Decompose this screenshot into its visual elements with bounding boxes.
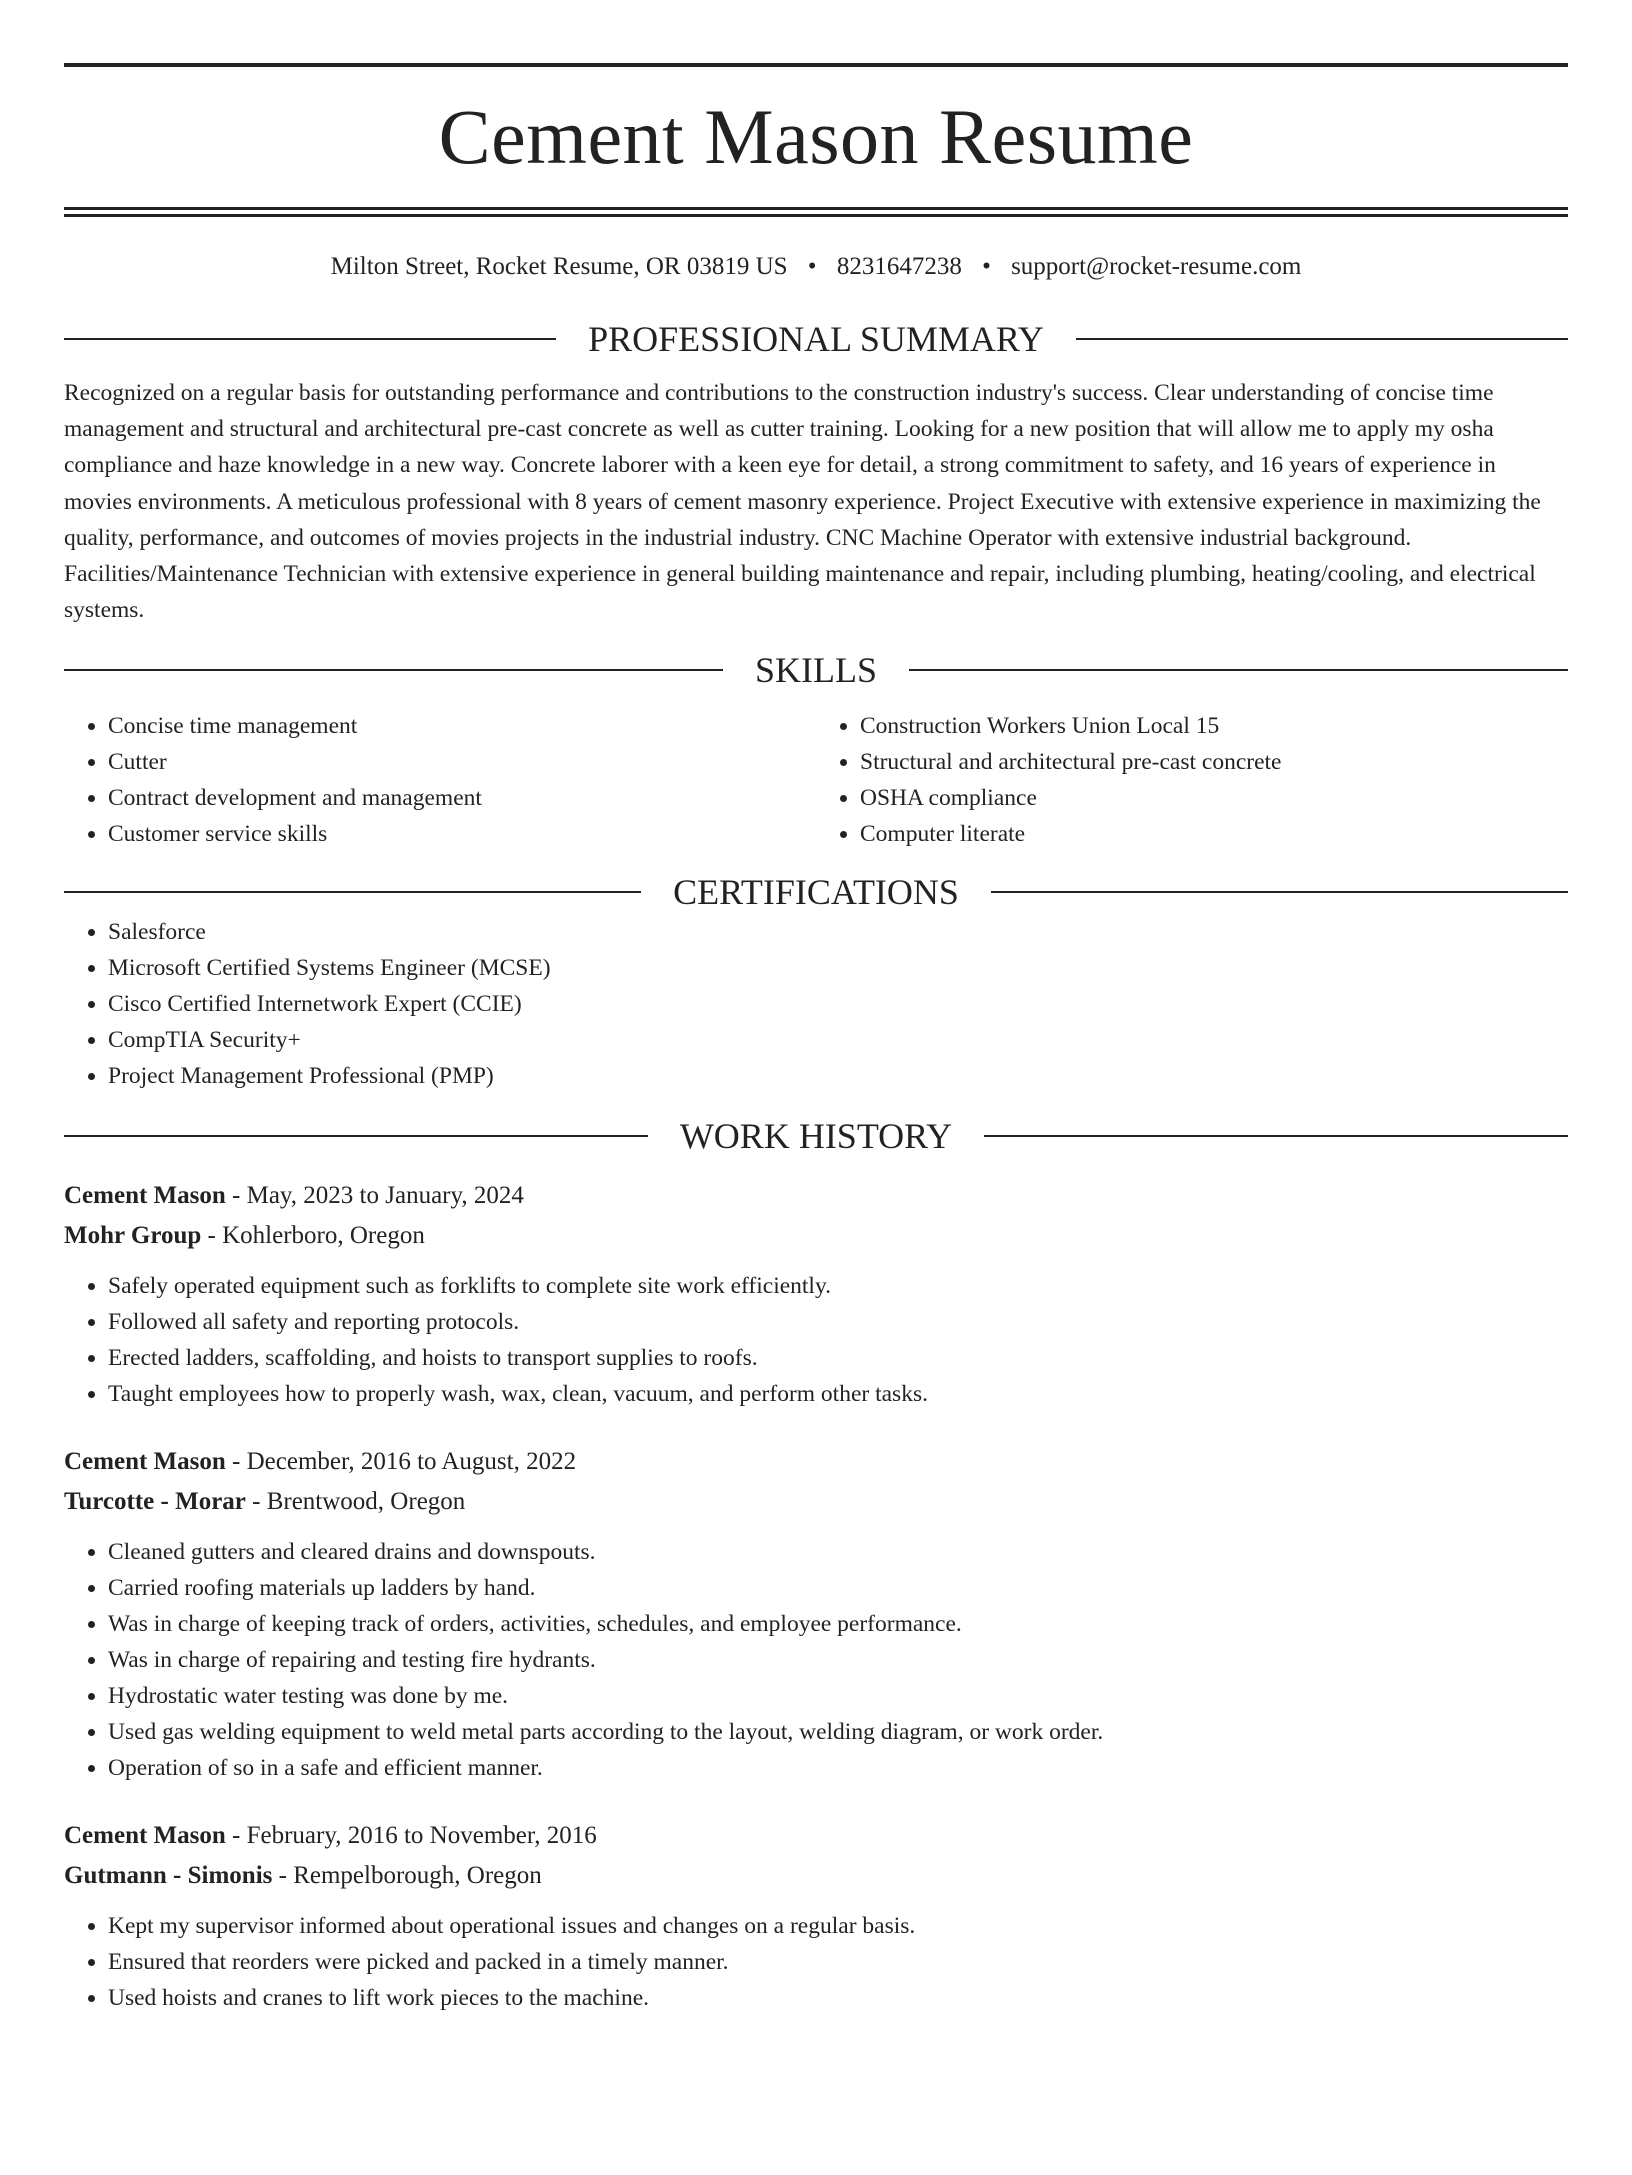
job-company-line — [64, 1856, 1568, 1896]
job-duty: • Taught employees how to properly wash, wax, clean, vacuum, and perform other tasks. — [108, 1376, 1568, 1412]
certification-item: • Project Management Professional (PMP) — [108, 1058, 1568, 1094]
job-title: Cement Mason — [64, 1822, 226, 1850]
job-title-line — [64, 1442, 1568, 1482]
job-title: Cement Mason — [64, 1182, 226, 1210]
skill-item: • Customer service skills — [108, 816, 816, 852]
job-duties-list — [64, 1268, 1568, 1412]
certifications-list — [64, 914, 1568, 1094]
job-location: - Rempelborough, Oregon — [272, 1862, 542, 1890]
heading-rule-left — [64, 1135, 648, 1137]
heading-rule-right — [909, 669, 1568, 671]
skills-list-right — [816, 708, 1568, 852]
job-title-line — [64, 1816, 1568, 1856]
section-heading-label: SKILLS — [755, 650, 878, 691]
heading-rule-left — [64, 891, 641, 893]
job-duties-list — [64, 1908, 1568, 2016]
skill-item: • OSHA compliance — [860, 780, 1568, 816]
job-title-line — [64, 1176, 1568, 1216]
job-entry — [64, 1176, 1568, 1412]
job-duties-list — [64, 1534, 1568, 1786]
job-duty: • Was in charge of keeping track of orders, activities, schedules, and employee performance. — [108, 1606, 1568, 1642]
title-double-rule — [64, 207, 1568, 217]
job-location: - Kohlerboro, Oregon — [201, 1222, 425, 1250]
contact-line — [64, 251, 1568, 283]
job-duty: • Was in charge of repairing and testing fire hydrants. — [108, 1642, 1568, 1678]
job-duty: • Safely operated equipment such as forklifts to complete site work efficiently. — [108, 1268, 1568, 1304]
job-duty: • Erected ladders, scaffolding, and hoists to transport supplies to roofs. — [108, 1340, 1568, 1376]
skill-item: • Construction Workers Union Local 15 — [860, 708, 1568, 744]
summary-paragraph: Recognized on a regular basis for outstanding performance and contributions to the construction industry's success. Clear understanding of concise time management and structural and architectural pre-cast concrete as well as cutter training. Looking for a new position that will allow me to apply my osha compliance and haze knowledge in a new way. Concrete laborer with a keen eye for detail, a strong commitment to safety, and 16 years of experience in movies environments. A meticulous professional with 8 years of cement masonry experience. Project Executive with extensive experience in maximizing the quality, performance, and outcomes of movies projects in the industrial industry. CNC Machine Operator with extensive industrial background. Facilities/Maintenance Technician with extensive experience in general building maintenance and repair, including plumbing, heating/cooling, and electrical systems. — [64, 380, 1541, 624]
certification-item: • CompTIA Security+ — [108, 1022, 1568, 1058]
contact-phone[interactable]: 8231647238 — [836, 253, 962, 280]
job-duty: • Used hoists and cranes to lift work pieces to the machine. — [108, 1980, 1568, 2016]
job-duty: • Ensured that reorders were picked and packed in a timely manner. — [108, 1944, 1568, 1980]
section-heading-skills — [64, 648, 1568, 692]
resume-title: Cement Mason Resume — [438, 93, 1194, 180]
skill-item: • Contract development and management — [108, 780, 816, 816]
certification-item: • Salesforce — [108, 914, 1568, 950]
heading-rule-right — [991, 891, 1568, 893]
job-title: Cement Mason — [64, 1448, 226, 1476]
contact-email[interactable]: support@rocket-resume.com — [1011, 253, 1302, 280]
top-rule — [64, 63, 1568, 67]
job-dates: - December, 2016 to August, 2022 — [225, 1448, 577, 1476]
skill-item: • Concise time management — [108, 708, 816, 744]
heading-rule-left — [64, 669, 723, 671]
job-dates: - May, 2023 to January, 2024 — [225, 1182, 524, 1210]
heading-rule-right — [1076, 338, 1568, 340]
job-company: Turcotte - Morar — [64, 1488, 246, 1516]
skills-list-left — [64, 708, 816, 852]
job-company: Gutmann - Simonis — [64, 1862, 273, 1890]
section-heading-summary — [64, 317, 1568, 361]
contact-separator: • — [982, 253, 991, 280]
heading-rule-left — [64, 338, 556, 340]
job-entry — [64, 1816, 1568, 2016]
contact-address: Milton Street, Rocket Resume, OR 03819 US — [330, 253, 788, 280]
section-heading-certifications — [64, 870, 1568, 914]
contact-separator: • — [807, 253, 817, 280]
job-duty: • Cleaned gutters and cleared drains and downspouts. — [108, 1534, 1568, 1570]
job-duty: • Operation of so in a safe and efficient manner. — [108, 1750, 1568, 1786]
job-duty: • Followed all safety and reporting protocols. — [108, 1304, 1568, 1340]
job-location: - Brentwood, Oregon — [245, 1488, 466, 1516]
resume-page — [0, 63, 1632, 2175]
section-heading-label: WORK HISTORY — [679, 1116, 953, 1157]
section-heading-work-history — [64, 1114, 1568, 1158]
job-company-line — [64, 1216, 1568, 1256]
job-duty: • Kept my supervisor informed about operational issues and changes on a regular basis. — [108, 1908, 1568, 1944]
job-duty: • Used gas welding equipment to weld metal parts according to the layout, welding diagram, or work order. — [108, 1714, 1568, 1750]
section-heading-label: CERTIFICATIONS — [673, 872, 959, 913]
job-company: Mohr Group — [64, 1222, 202, 1250]
skill-item: • Cutter — [108, 744, 816, 780]
job-dates: - February, 2016 to November, 2016 — [225, 1822, 597, 1850]
skills-columns — [64, 708, 1568, 852]
job-entry — [64, 1442, 1568, 1786]
heading-rule-right — [984, 1135, 1568, 1137]
skill-item: • Structural and architectural pre-cast concrete — [860, 744, 1568, 780]
job-duty: • Hydrostatic water testing was done by me. — [108, 1678, 1568, 1714]
section-heading-label: PROFESSIONAL SUMMARY — [588, 319, 1044, 359]
job-company-line — [64, 1482, 1568, 1522]
certification-item: • Microsoft Certified Systems Engineer (MCSE) — [108, 950, 1568, 986]
skill-item: • Computer literate — [860, 816, 1568, 852]
job-duty: • Carried roofing materials up ladders by hand. — [108, 1570, 1568, 1606]
certification-item: • Cisco Certified Internetwork Expert (CCIE) — [108, 986, 1568, 1022]
